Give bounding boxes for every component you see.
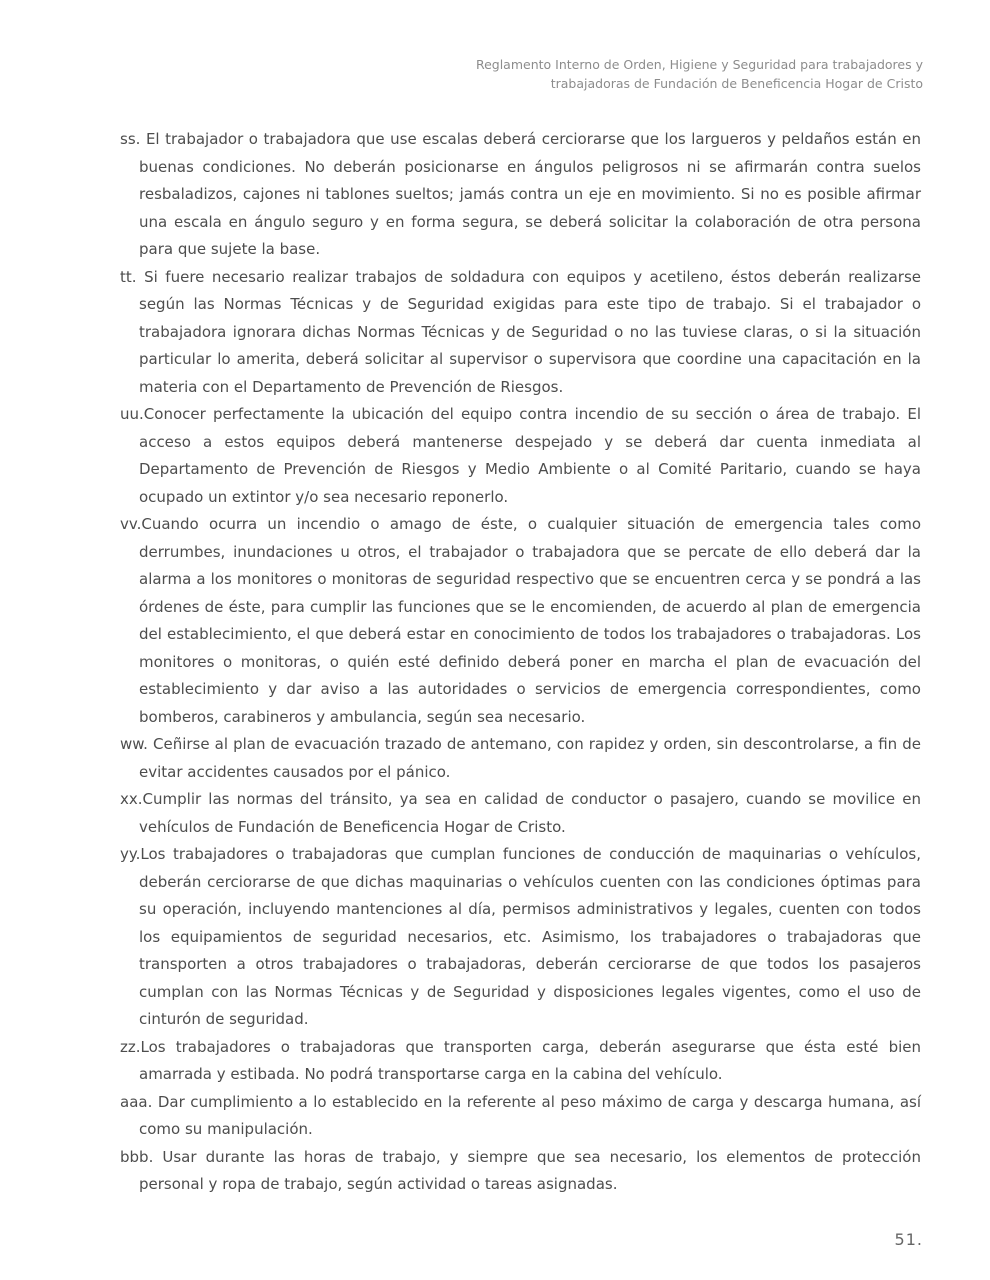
item-text: El trabajador o trabajadora que use escalas deberá cerciorarse que los largueros y peldaños están en buenas condiciones. No deberán posicionarse en ángulos peligrosos ni se afirmarán contra suelos resbaladizos, cajones ni tablones sueltos; jamás contra un eje en movimiento. Si no es posible afirmar una escala en ángulo seguro y en forma segura, se deberá solicitar la colaboración de otra persona para que sujete la base. xyxy=(139,130,921,258)
item-marker: tt. xyxy=(120,267,137,286)
item-text: Conocer perfectamente la ubicación del equipo contra incendio de su sección o área de trabajo. El acceso a estos equipos deberá mantenerse despejado y se deberá dar cuenta inmediata al Departamento de Prevención de Riesgos y Medio Ambiente o al Comité Paritario, cuando se haya ocupado un extintor y/o sea necesario reponerlo. xyxy=(139,405,921,506)
list-item-ww xyxy=(120,731,921,786)
item-marker: uu. xyxy=(120,405,144,423)
list-item-bbb xyxy=(120,1144,921,1199)
item-text: Cuando ocurra un incendio o amago de éste, o cualquier situación de emergencia tales como derrumbes, inundaciones u otros, el trabajador o trabajadora que se percate de ello deberá dar la alarma a los monitores o monitoras de seguridad respectivo que se encuentren cerca y se pondrá a las órdenes de éste, para cumplir las funciones que se le encomienden, de acuerdo al plan de emergencia del establecimiento, el que deberá estar en conocimiento de todos los trabajadores o trabajadoras. Los monitores o monitoras, o quién esté definido deberá poner en marcha el plan de evacuación del establecimiento y dar aviso a las autoridades o servicios de emergencia correspondientes, como bomberos, carabineros y ambulancia, según sea necesario. xyxy=(139,515,921,726)
item-marker: vv. xyxy=(120,515,142,533)
list-item-tt xyxy=(120,264,921,402)
header-line-1: Reglamento Interno de Orden, Higiene y Seguridad para trabajadores y xyxy=(475,57,923,72)
item-text: Ceñirse al plan de evacuación trazado de antemano, con rapidez y orden, sin descontrolarse, a fin de evitar accidentes causados por el pánico. xyxy=(139,735,921,781)
item-text: Usar durante las horas de trabajo, y siempre que sea necesario, los elementos de protección personal y ropa de trabajo, según actividad o tareas asignadas. xyxy=(139,1147,921,1193)
item-text: Si fuere necesario realizar trabajos de soldadura con equipos y acetileno, éstos deberán realizarse según las Normas Técnicas y de Seguridad exigidas para este tipo de trabajo. Si el trabajador o trabajadora ignorara dichas Normas Técnicas y de Seguridad o no las tuviese claras, o si la situación particular lo amerita, deberá solicitar al supervisor o supervisora que coordine una capacitación en la materia con el Departamento de Prevención de Riesgos. xyxy=(139,267,921,396)
item-marker: zz. xyxy=(120,1037,141,1056)
list-item-vv xyxy=(120,511,921,731)
item-marker: ww. xyxy=(120,735,148,753)
item-marker: bbb. xyxy=(120,1147,154,1166)
item-text: Los trabajadores o trabajadoras que transporten carga, deberán asegurarse que ésta esté bien amarrada y estibada. No podrá transportarse carga en la cabina del vehículo. xyxy=(139,1037,921,1083)
item-marker: xx. xyxy=(120,790,143,808)
list-item-yy xyxy=(120,841,921,1034)
document-body xyxy=(120,126,921,1199)
item-text: Dar cumplimiento a lo establecido en la referente al peso máximo de carga y descarga humana, así como su manipulación. xyxy=(139,1092,921,1138)
header-line-2: trabajadoras de Fundación de Beneficencia Hogar de Cristo xyxy=(550,76,923,91)
item-marker: aaa. xyxy=(120,1092,153,1111)
item-text: Cumplir las normas del tránsito, ya sea en calidad de conductor o pasajero, cuando se movilice en vehículos de Fundación de Beneficencia Hogar de Cristo. xyxy=(139,790,921,836)
page-number: 51. xyxy=(894,1230,923,1249)
list-item-zz xyxy=(120,1034,921,1089)
list-item-ss xyxy=(120,126,921,264)
item-text: Los trabajadores o trabajadoras que cumplan funciones de conducción de maquinarias o vehículos, deberán cerciorarse de que dichas maquinarias o vehículos cuenten con las condiciones óptimas para su operación, incluyendo mantenciones al día, permisos administrativos y legales, cuenten con todos los equipamientos de seguridad necesarios, etc. Asimismo, los trabajadores o trabajadoras que transporten a otros trabajadores o trabajadoras, deberán cerciorarse de que todos los pasajeros cumplan con las Normas Técnicas y de Seguridad y disposiciones legales vigentes, como el uso de cinturón de seguridad. xyxy=(139,845,921,1028)
list-item-aaa xyxy=(120,1089,921,1144)
page-header xyxy=(476,55,923,93)
item-marker: yy. xyxy=(120,845,141,863)
item-marker: ss. xyxy=(120,130,141,148)
list-item-xx xyxy=(120,786,921,841)
list-item-uu xyxy=(120,401,921,511)
